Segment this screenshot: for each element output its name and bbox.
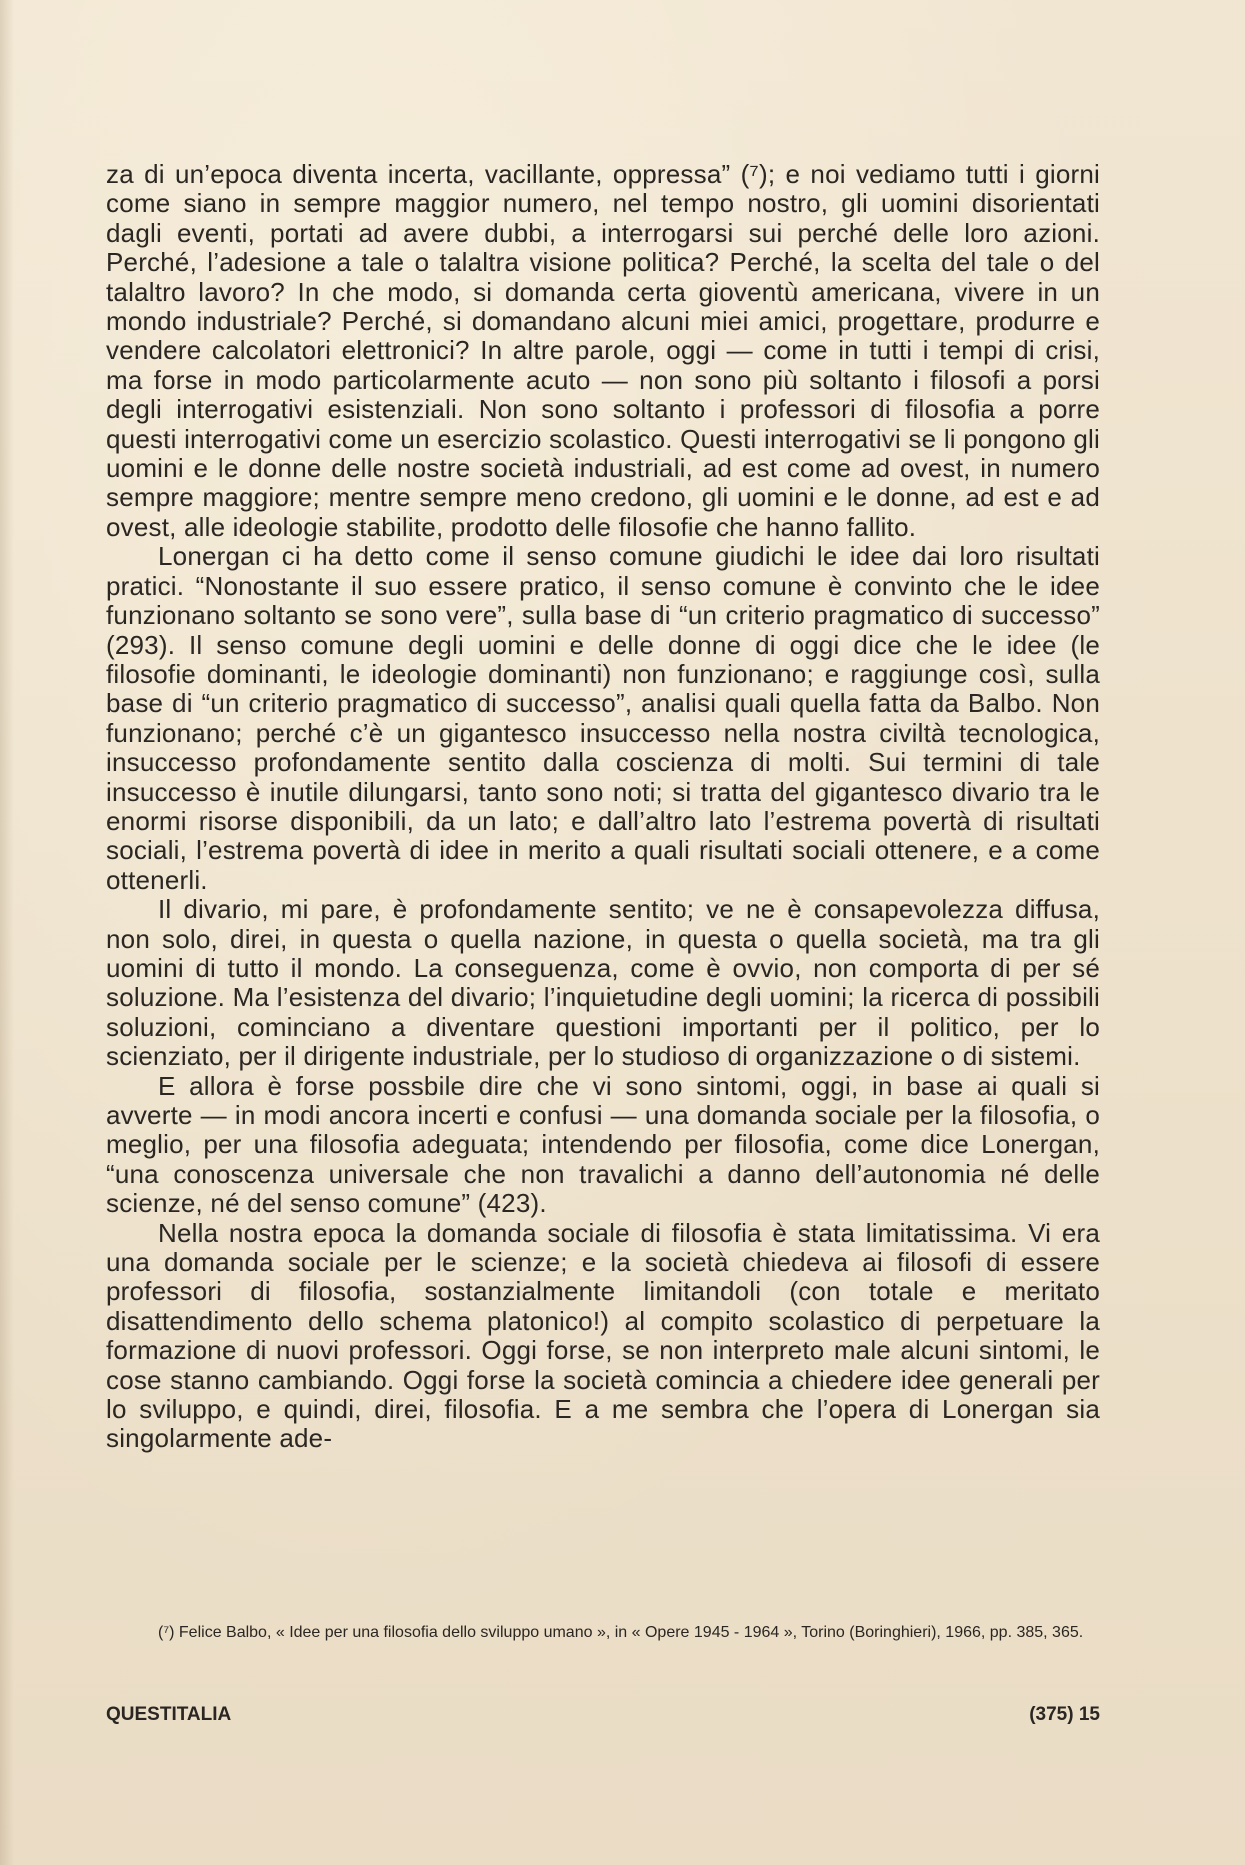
journal-name: QUESTITALIA [106, 1704, 232, 1725]
page-number: (375) 15 [1029, 1704, 1100, 1725]
paragraph-3: Il divario, mi pare, è profondamente sentito; ve ne è consapevolezza diffusa, non solo, direi, in questa o quella nazione, in questa o quella società, ma tra gli uomini di tutto il mondo. La conseguenza, come è ovvio, non comporta di per sé soluzione. Ma l’esistenza del divario; l’inquietudine degli uomini; la ricerca di possibili soluzioni, cominciano a diventare questioni importanti per il politico, per lo scienziato, per il dirigente industriale, per lo studioso di organizzazione o di sistemi. [106, 894, 1100, 1072]
footnote [106, 1622, 1100, 1644]
paragraph-2: Lonergan ci ha detto come il senso comune giudichi le idee dai loro risultati pratici. “Nonostante il suo essere pratico, il senso comune è convinto che le idee funzionano soltanto se sono vere”, sulla base di “un criterio pragmatico di successo” (293). Il senso comune degli uomini e delle donne di oggi dice che le idee (le filosofie dominanti, le ideologie dominanti) non funzionano; e raggiunge così, sulla base di “un criterio pragmatico di successo”, analisi quali quella fatta da Balbo. Non funzionano; perché c’è un gigantesco insuccesso nella nostra civiltà tecnologica, insuccesso profondamente sentito dalla coscienza di molti. Sui termini di tale insuccesso è inutile dilungarsi, tanto sono noti; si tratta del gigantesco divario tra le enormi risorse disponibili, da un lato; e dall’altro lato l’estrema povertà di risultati sociali, l’estrema povertà di idee in merito a quali risultati sociali ottenere, e a come ottenerli. [106, 541, 1100, 895]
paragraph-1: za di un’epoca diventa incerta, vacillante, oppressa” (⁷); e noi vediamo tutti i giorni come siano in sempre maggior numero, nel tempo nostro, gli uomini disorientati dagli eventi, portati ad avere dubbi, a interrogarsi sui perché delle loro azioni. Perché, l’adesione a tale o talaltra visione politica? Perché, la scelta del tale o del talaltro lavoro? In che modo, si domanda certa gioventù americana, vivere in un mondo industriale? Perché, si domandano alcuni miei amici, progettare, produrre e vendere calcolatori elettronici? In altre parole, oggi — come in tutti i tempi di crisi, ma forse in modo particolarmente acuto — non sono più soltanto i filosofi a porsi degli interrogativi esistenziali. Non sono soltanto i professori di filosofia a porre questi interrogativi come un esercizio scolastico. Questi interrogativi se li pongono gli uomini e le donne delle nostre società industriali, ad est come ad ovest, in numero sempre maggiore; mentre sempre meno credono, gli uomini e le donne, ad est e ad ovest, alle ideologie stabilite, prodotto delle filosofie che hanno fallito. [106, 159, 1100, 542]
body-text [106, 160, 1100, 1454]
paragraph-4: E allora è forse possbile dire che vi sono sintomi, oggi, in base ai quali si avverte — in modi ancora incerti e confusi — una domanda sociale per la filosofia, o meglio, per una filosofia adeguata; intendendo per filosofia, come dice Lonergan, “una conoscenza universale che non travalichi a danno dell’autonomia né delle scienze, né del senso comune” (423). [106, 1070, 1100, 1219]
paragraph-5: Nella nostra epoca la domanda sociale di filosofia è stata limitatissima. Vi era una domanda sociale per le scienze; e la società chiedeva ai filosofi di essere professori di filosofia, sostanzialmente limitandoli (con totale e meritato disattendimento dello schema platonico!) al compito scolastico di perpetuare la formazione di nuovi professori. Oggi forse, se non interpreto male alcuni sintomi, le cose stanno cambiando. Oggi forse la società comincia a chiedere idee generali per lo sviluppo, e quindi, direi, filosofia. E a me sembra che l’opera di Lonergan sia singolarmente ade- [106, 1217, 1100, 1454]
footnote-marker: (⁷) [158, 1624, 175, 1641]
footnote-text: Felice Balbo, « Idee per una filosofia dello sviluppo umano », in « Opere 1945 - 1964 », Torino (Boringhieri), 1966, pp. 385, 365. [178, 1624, 1084, 1641]
page-footer [106, 1704, 1100, 1726]
